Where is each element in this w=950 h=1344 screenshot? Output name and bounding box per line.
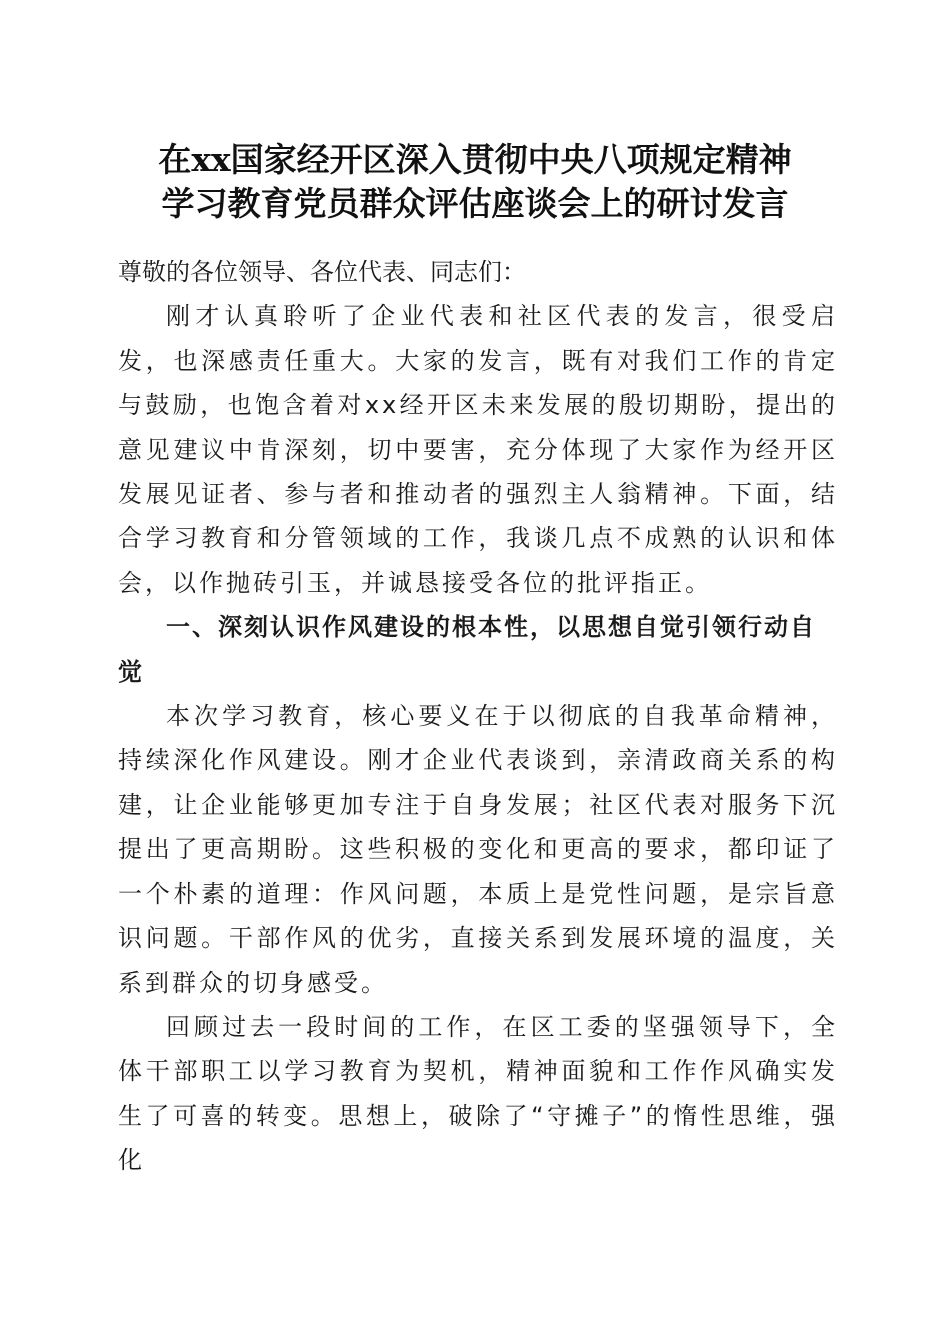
paragraph-section-1-a: 本次学习教育，核心要义在于以彻底的自我革命精神，持续深化作风建设。刚才企业代表谈到，亲清政商关系的构建，让企业能够更加专注于自身发展；社区代表对服务下沉提出了更高期盼。这些积极的变化和更高的要求，都印证了一个朴素的道理：作风问题，本质上是党性问题，是宗旨意识问题。干部作风的优劣，直接关系到发展环境的温度，关系到群众的切身感受。 (118, 702, 838, 997)
paragraph-section-1-b: 回顾过去一段时间的工作，在区工委的坚强领导下，全体干部职工以学习教育为契机，精神面貌和工作作风确实发生了可喜的转变。思想上，破除了“守摊子”的惰性思维，强化 (118, 1012, 838, 1175)
document-title (100, 138, 850, 226)
salutation: 尊敬的各位领导、各位代表、同志们： (118, 258, 526, 286)
title-line-2: 学习教育党员群众评估座谈会上的研讨发言 (161, 184, 789, 223)
title-line-1: 在xx国家经开区深入贯彻中央八项规定精神 (158, 140, 792, 179)
document-body (118, 250, 838, 1183)
paragraph-intro: 刚才认真聆听了企业代表和社区代表的发言，很受启发，也深感责任重大。大家的发言，既有对我们工作的肯定与鼓励，也饱含着对xx经开区未来发展的殷切期盼，提出的意见建议中肯深刻，切中要害，充分体现了大家作为经开区发展见证者、参与者和推动者的强烈主人翁精神。下面，结合学习教育和分管领域的工作，我谈几点不成熟的认识和体会，以作抛砖引玉，并诚恳接受各位的批评指正。 (118, 302, 838, 597)
section-heading-1: 一、深刻认识作风建设的根本性，以思想自觉引领行动自觉 (118, 613, 816, 686)
